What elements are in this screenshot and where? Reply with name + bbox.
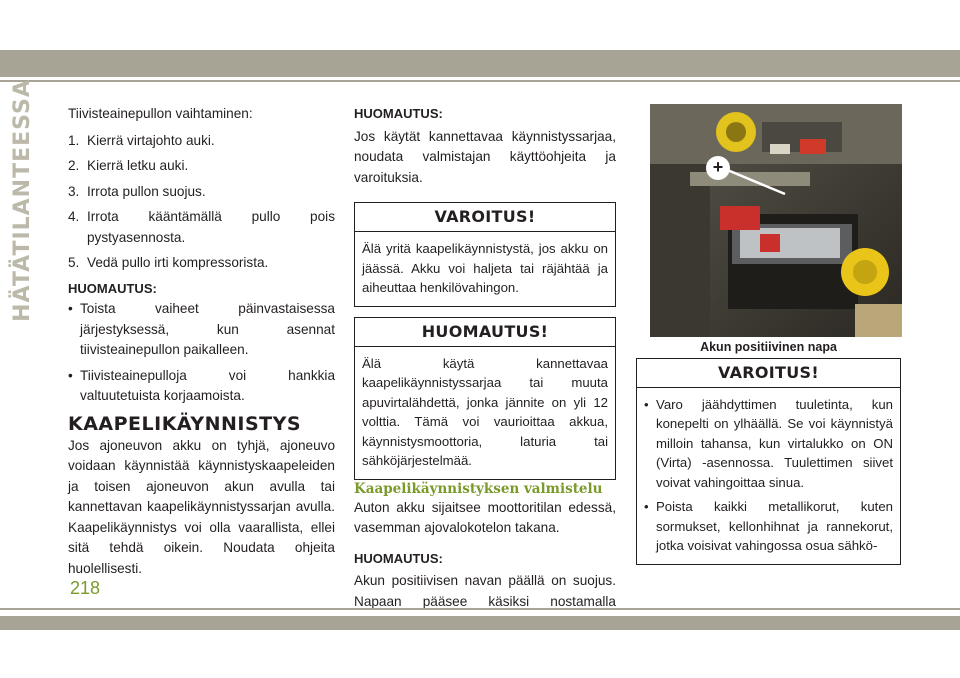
note-label: HUOMAUTUS: [354,550,443,566]
side-tab-label: HÄTÄTILANTEESSA [9,78,35,322]
section-title: KAAPELIKÄYNNISTYS [68,412,302,435]
bullet-item: • Poista kaikki metallikorut, kuten sormukset, kellonhihnat ja rannekorut, jotka voisivat vahingossa osua sähkö- [644,497,893,556]
warning-title: VAROITUS! [355,203,615,232]
column-middle [354,104,616,633]
bullet-item: • Varo jäähdyttimen tuuletinta, kun konepelti on ylhäällä. Se voi käynnistyä milloin tahansa, kun virtalukko on ON (Virta) -asennossa. Tuulettimen siivet voivat vahingoittaa sinua. [644,395,893,493]
page-number: 218 [70,578,101,598]
section-paragraph: Jos ajoneuvon akku on tyhjä, ajoneuvo voidaan käynnistää käynnistyskaapeleiden ja toisen ajoneuvon akun avulla tai kannettavan kaapelikäynnistyssarjan avulla. Kaapelikäynnistys voi olla vaarallista, ellei sitä tehdä oikein. Noudata ohjeita huolellisesti. [68,437,335,576]
caution-title: HUOMAUTUS! [355,318,615,347]
header-rule [0,80,960,82]
side-tab [2,78,42,322]
bullet-icon: • [644,396,649,412]
engine-bay-image [650,104,902,337]
bullet-icon: • [68,301,73,316]
subsection-heading: Kaapelikäynnistyksen valmistelu [354,480,603,497]
note-label: HUOMAUTUS: [354,106,443,121]
list-item: 5. Vedä pullo irti kompressorista. [68,255,269,270]
bullet-icon: • [644,499,649,514]
caution-box [354,317,616,480]
header-band [0,50,960,77]
warning-box [354,202,616,307]
note-label: HUOMAUTUS: [68,280,157,296]
list-item: 4. Irrota kääntämällä pullo pois pystyasennosta. [68,209,335,245]
list-item: 2. Kierrä letku auki. [68,158,189,173]
footer-band [0,616,960,630]
list-item: 1. Kierrä virtajohto auki. [68,132,215,148]
footer-rule [0,608,960,610]
bullet-item: • Tiivisteainepulloja voi hankkia valtuutetuista korjaamoista. [68,366,335,407]
warning-title: VAROITUS! [637,359,900,388]
photo-caption: Akun positiivinen napa [700,340,837,354]
bullet-icon: • [68,367,73,383]
battery-photo [650,104,902,337]
bullet-item: • Toista vaiheet päinvastaisessa järjestyksessä, kun asennat tiivisteainepullon paikalleen. [68,299,335,361]
note-text: Jos käytät kannettavaa käynnistyssarjaa, noudata valmistajan käyttöohjeita ja varoituksia. [354,128,616,185]
procedure-heading: Tiivisteainepullon vaihtaminen: [68,106,253,121]
column-left [68,104,335,579]
plus-marker-label: + [712,157,724,177]
body-paragraph: Auton akku sijaitsee moottoritilan edessä, vasemman ajovalokotelon takana. [354,499,616,535]
warning-box [636,358,901,565]
column-right [636,104,901,565]
warning-text: Älä yritä kaapelikäynnistystä, jos akku on jäässä. Akku voi haljeta tai räjähtää ja aiheuttaa henkilövahingon. [362,241,608,295]
note-text: Akun positiivisen navan päällä on suojus. Napaan pääsee käsiksi nostamalla [354,573,616,609]
caution-text: Älä käytä kannettavaa kaapelikäynnistyssarjaa tai muuta apuvirtalähdettä, jonka jännite on yli 12 volttia. Tämä voi vaurioittaa akkua, käynnistysmoottoria, laturia tai sähköjärjestelmää. [362,355,608,468]
list-item: 3. Irrota pullon suojus. [68,183,206,199]
